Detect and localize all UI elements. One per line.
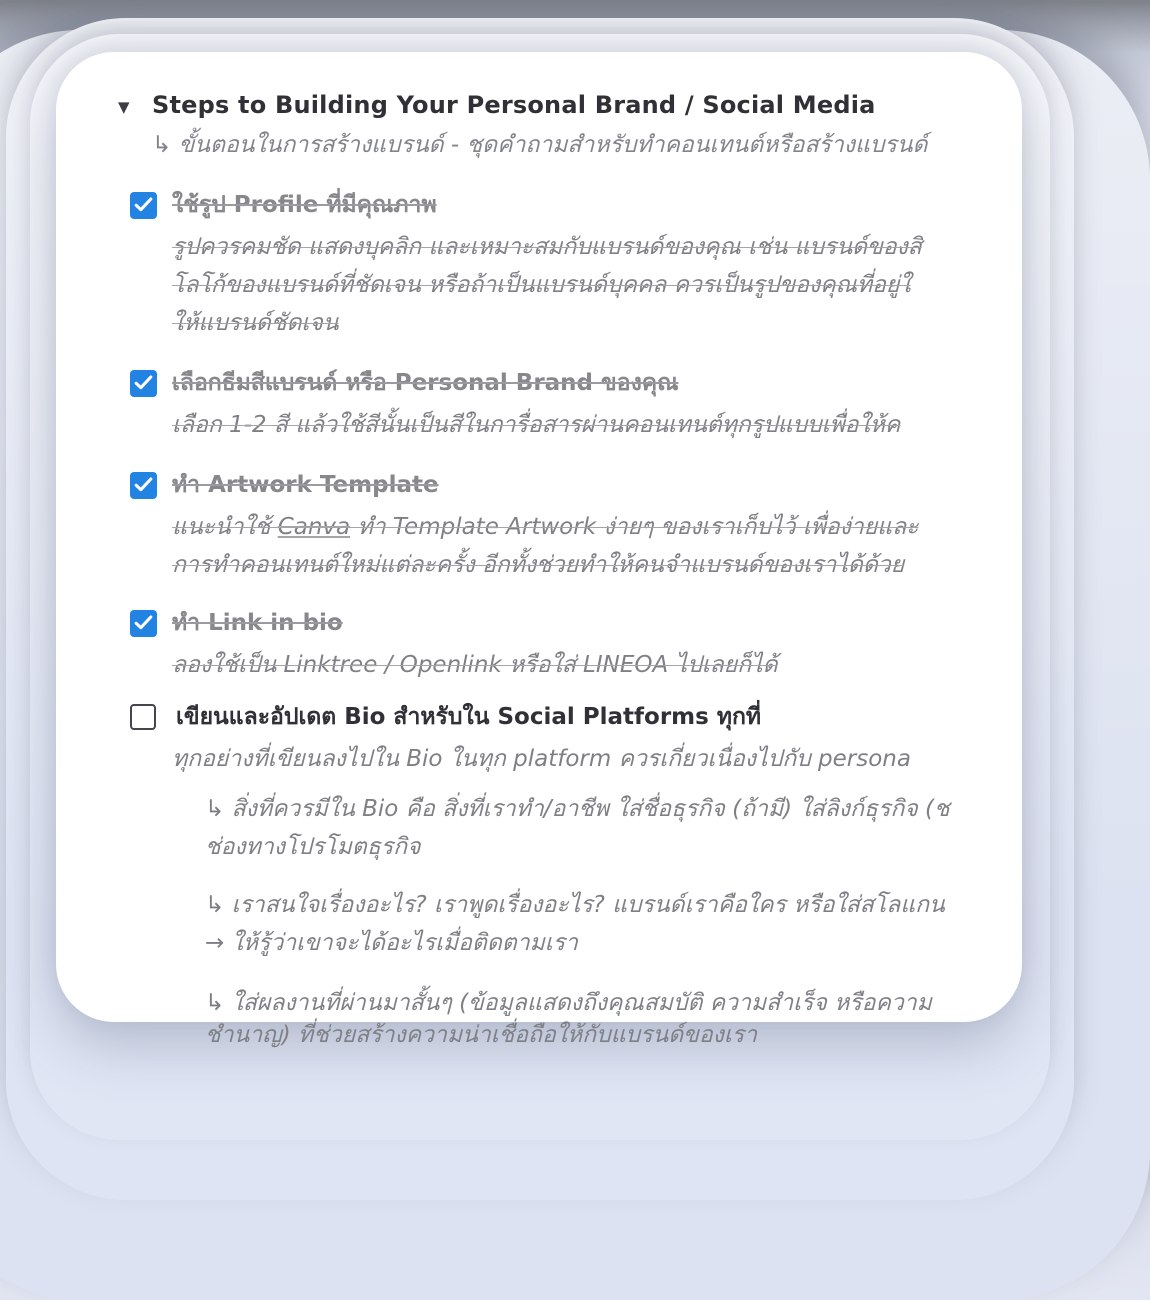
description-line: รูปควรคมชัด แสดงบุคลิก และเหมาะสมกับแบรนด์ของคุณ เช่น แบรนด์ของสิ xyxy=(172,234,922,260)
toggle-triangle-icon[interactable]: ▼ xyxy=(118,98,130,116)
sub-bullet-line: ↳ เราสนใจเรื่องอะไร? เราพูดเรื่องอะไร? แบรนด์เราคือใคร หรือใส่สโลแกน xyxy=(205,892,945,918)
todo-label: เลือกธีมสีแบรนด์ หรือ Personal Brand ของคุณ xyxy=(172,370,679,396)
sub-bullet xyxy=(205,790,1022,866)
todo-item xyxy=(130,368,1022,398)
page-subtitle: ↳ ขั้นตอนในการสร้างแบรนด์ - ชุดคำถามสำหรับทำคอนเทนต์หรือสร้างแบรนด์ xyxy=(152,132,928,158)
todo-label: เขียนและอัปเดต Bio สำหรับใน Social Platforms ทุกที่ xyxy=(176,704,762,730)
checkbox-checked[interactable] xyxy=(130,610,157,637)
check-icon xyxy=(134,615,153,631)
description-line: การทำคอนเทนต์ใหม่แต่ละครั้ง อีกทั้งช่วยทำให้คนจำแบรนด์ของเราได้ด้วย xyxy=(172,552,905,578)
sub-bullet-line: → ให้รู้ว่าเขาจะได้อะไรเมื่อติดตามเรา xyxy=(205,930,578,956)
checkbox-checked[interactable] xyxy=(130,472,157,499)
todo-description xyxy=(172,508,1022,584)
sub-bullet xyxy=(205,984,1022,1054)
check-icon xyxy=(134,477,153,493)
todo-description xyxy=(172,740,1022,778)
sub-bullet-line: ↳ สิ่งที่ควรมีใน Bio คือ สิ่งที่เราทำ/อาชีพ ใส่ชื่อธุรกิจ (ถ้ามี) ใส่ลิงก์ธุรกิจ (ช xyxy=(205,796,950,822)
todo-item xyxy=(130,190,1022,220)
todo-label: ใช้รูป Profile ที่มีคุณภาพ xyxy=(172,192,437,218)
description-line xyxy=(172,508,1022,546)
todo-item xyxy=(130,702,1022,732)
check-icon xyxy=(134,375,153,391)
description-line: ทุกอย่างที่เขียนลงไปใน Bio ในทุก platform ควรเกี่ยวเนื่องไปกับ persona xyxy=(172,746,911,772)
checkbox-unchecked[interactable] xyxy=(130,704,156,730)
description-line: ให้แบรนด์ชัดเจน xyxy=(172,310,339,336)
description-text: แนะนำใช้ xyxy=(172,514,278,540)
checkbox-checked[interactable] xyxy=(130,370,157,397)
sub-bullet-line: ↳ ใส่ผลงานที่ผ่านมาสั้นๆ (ข้อมูลแสดงถึงคุณสมบัติ ความสำเร็จ หรือความ xyxy=(205,990,932,1016)
description-line: เลือก 1-2 สี แล้วใช้สีนั้นเป็นสีในการื่อสารผ่านคอนเทนต์ทุกรูปแบบเพื่อให้ค xyxy=(172,412,901,438)
sub-bullet-line: ช่องทางโปรโมตธุรกิจ xyxy=(205,834,421,860)
todo-description xyxy=(172,646,1022,684)
todo-item xyxy=(130,470,1022,500)
description-line: โลโก้ของแบรนด์ที่ชัดเจน หรือถ้าเป็นแบรนด์บุคคล ควรเป็นรูปของคุณที่อยู่ใ xyxy=(172,272,911,298)
todo-item xyxy=(130,608,1022,638)
todo-label: ทำ Artwork Template xyxy=(172,472,439,498)
sub-bullet xyxy=(205,886,1022,962)
todo-description xyxy=(172,406,1022,444)
todo-description xyxy=(172,228,1022,342)
canva-link[interactable]: Canva xyxy=(277,514,351,540)
description-line: ลองใช้เป็น Linktree / Openlink หรือใส่ LINEOA ไปเลยก็ได้ xyxy=(172,652,778,678)
check-icon xyxy=(134,197,153,213)
toggle-header xyxy=(118,86,1022,126)
checkbox-checked[interactable] xyxy=(130,192,157,219)
description-text: ทำ Template Artwork ง่ายๆ ของเราเก็บไว้ เพื่อง่ายและ xyxy=(350,514,919,540)
page-title: Steps to Building Your Personal Brand / Social Media xyxy=(152,91,876,119)
todo-label: ทำ Link in bio xyxy=(172,610,343,636)
clipped-text-line: ชำนาญ) ที่ช่วยสร้างความน่าเชื่อถือให้กับแบรนด์ของเรา xyxy=(205,1022,758,1048)
notion-card xyxy=(56,52,1022,1048)
